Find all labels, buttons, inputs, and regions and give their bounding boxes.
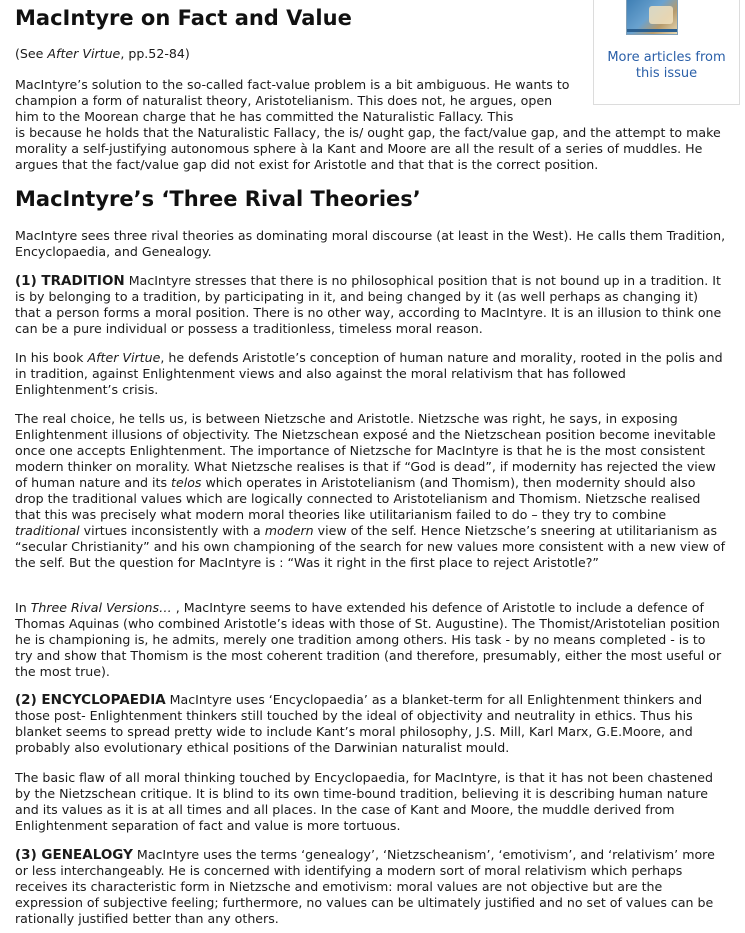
nietzsche-paragraph: The real choice, he tells us, is between Nietzsche and Aristotle. Nietzsche was right, he says, in exposing Enlightenment illusions of objectivity. The Nietzschean exposé and the Nietzschean position become inevitable once one accepts Enlightenment. The importance of Nietzsche for MacIntyre is that he is the most consistent modern thinker on morality. What Nietzsche realises is that if “God is dead”, if modernity has rejected the view of human nature and its telos which operates in Aristotelianism (and Thomism), then modernity should also drop the traditional values which are logically connected to Aristotelianism and Thomism. Nietzsche realised that this was precisely what modern moral theories like utilitarianism failed to do – they try to combine traditional virtues inconsistently with a modern view of the self. Hence Nietzsche’s sneering at utilitarianism as “secular Christianity” and his own championing of the search for new values more consistent with a new view of the self. But the question for MacIntyre is : “Was it right in the first place to reject Aristotle?” [15, 411, 726, 570]
section-heading: MacIntyre’s ‘Three Rival Theories’ [15, 187, 421, 211]
basic-flaw-paragraph: The basic flaw of all moral thinking touched by Encyclopaedia, for MacIntyre, is that it has not been chastened by the Nietzschean critique. It is blind to its own time-bound tradition, believing it is describing human nature and its values as it is at all times and all places. In the case of Kant and Moore, the muddle derived from Enlightenment separation of fact and value is more tortuous. [15, 770, 713, 833]
issue-sidebar [593, 0, 740, 105]
citation: (See After Virtue, pp.52-84) [15, 46, 190, 61]
genealogy-paragraph: (3) GENEALOGY MacIntyre uses the terms ‘genealogy’, ‘Nietzscheanism’, ‘emotivism’, and ‘relativism’ more or less interchangeably. He is concerned with identifying a modern sort of moral relativism which perhaps receives its characteristic form in Nietzsche and emotivism: moral values are not objective but are the expression of subjective feeling; furthermore, no values can be ultimately justified and no set of values can be rationally justified better than any others. [15, 847, 715, 926]
three-rival-versions-title: Three Rival Versions… [30, 600, 172, 615]
encyclopaedia-paragraph: (2) ENCYCLOPAEDIA MacIntyre uses ‘Encyclopaedia’ as a blanket-term for all Enlightenment thinkers and those post- Enlightenment thinkers still touched by the ideal of objectivity and neutrality in ethics. Thus his blanket seems to spread pretty wide to include Kant’s moral philosophy, J.S. Mill, Karl Marx, G.E.Moore, and probably also evolutionary ethical positions of the Darwinian naturalist mould. [15, 692, 703, 755]
intro-paragraph: MacIntyre’s solution to the so-called fact-value problem is a bit ambiguous. He wants to champion a form of naturalist theory, Aristotelianism. This does not, he argues, open him to the Moorean charge that he has committed the Naturalistic Fallacy. This [15, 77, 570, 124]
encyclopaedia-label: (2) ENCYCLOPAEDIA [15, 692, 166, 708]
three-rival-versions-paragraph: In Three Rival Versions… , MacIntyre seems to have extended his defence of Aristotle to include a defence of Thomas Aquinas (who combined Aristotle’s ideas with those of St. Augustine). The Thomist/Aristotelian position he is championing is, he admits, merely one tradition among others. His task - by no means completed - is to try and show that Thomism is the most coherent tradition (and therefore, presumably, either the most useful or the most true). [15, 600, 722, 679]
after-virtue-title: After Virtue [87, 350, 161, 365]
tradition-paragraph: (1) TRADITION MacIntyre stresses that there is no philosophical position that is not bound up in a tradition. It is by belonging to a tradition, by participating in it, and being changed by it (as well perhaps as changing it) that a person forms a moral position. There is no other way, according to MacIntyre. It is an illusion to think one can be a pure individual or possess a traditionless, timeless moral reason. [15, 273, 722, 336]
intro-paragraph-continued: is because he holds that the Naturalistic Fallacy, the is/ ought gap, the fact/value gap, and the attempt to make morality a self-justifying autonomous sphere à la Kant and Moore are all the result of a series of muddles. He argues that the fact/value gap did not exist for Aristotle and that that is the correct position. [15, 125, 721, 172]
modern-term: modern [264, 523, 314, 538]
tradition-label: (1) TRADITION [15, 273, 125, 289]
citation-book-title: After Virtue [47, 46, 121, 61]
article-title: MacIntyre on Fact and Value [15, 6, 352, 30]
more-articles-link[interactable]: More articles from this issue [607, 50, 726, 81]
rivals-paragraph: MacIntyre sees three rival theories as dominating moral discourse (at least in the West). He calls them Tradition, Encyclopaedia, and Genealogy. [15, 228, 726, 259]
traditional-term: traditional [15, 523, 80, 538]
issue-cover-thumbnail[interactable] [626, 0, 678, 35]
after-virtue-paragraph: In his book After Virtue, he defends Aristotle’s conception of human nature and morality, rooted in the polis and in tradition, against Enlightenment views and also against the moral relativism that has followed Enlightenment’s crisis. [15, 350, 723, 397]
telos-term: telos [171, 475, 202, 490]
genealogy-label: (3) GENEALOGY [15, 847, 133, 863]
